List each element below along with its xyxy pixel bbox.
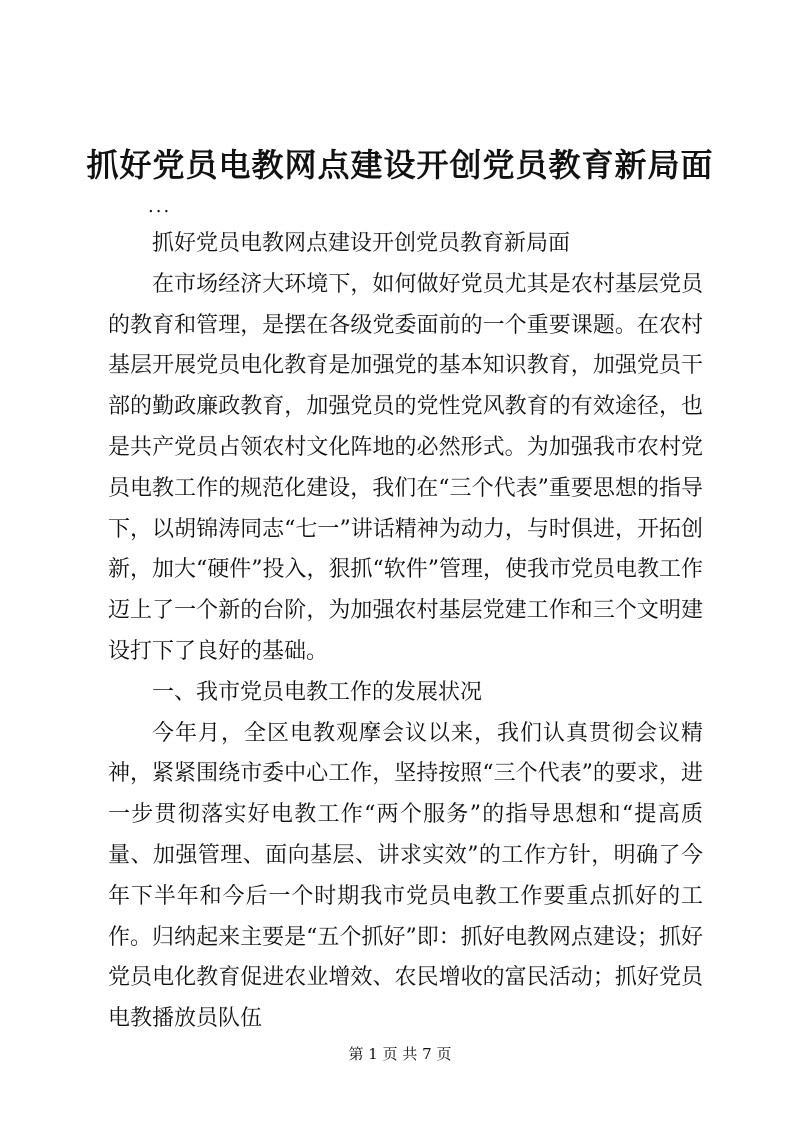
subtitle-paragraph: 抓好党员电教网点建设开创党员教育新局面 [152, 231, 571, 256]
document-body [108, 224, 703, 1040]
body-paragraph: 在市场经济大环境下，如何做好党员尤其是农村基层党员的教育和管理，是摆在各级党委面前的一个重要课题。在农村基层开展党员电化教育是加强党的基本知识教育，加强党员干部的勤政廉政教育，加强党员的党性党风教育的有效途径，也是共产党员占领农村文化阵地的必然形式。为加强我市农村党员电教工作的规范化建设，我们在“三个代表”重要思想的指导下，以胡锦涛同志“七一”讲话精神为动力，与时俱进，开拓创新，加大“硬件”投入，狠抓“软件”管理，使我市党员电教工作迈上了一个新的台阶，为加强农村基层党建工作和三个文明建设打下了良好的基础。 [108, 271, 703, 664]
document-title: 抓好党员电教网点建设开创党员教育新局面 [86, 146, 714, 184]
body-paragraph: 今年月，全区电教观摩会议以来，我们认真贯彻会议精神，紧紧围绕市委中心工作，坚持按照“三个代表”的要求，进一步贯彻落实好电教工作“两个服务”的指导思想和“提高质量、加强管理、面向基层、讲求实效”的工作方针，明确了今年下半年和今后一个时期我市党员电教工作要重点抓好的工作。归纳起来主要是“五个抓好”即：抓好电教网点建设；抓好党员电化教育促进农业增效、农民增收的富民活动；抓好党员电教播放员队伍 [108, 720, 703, 1032]
ellipsis-mark: ... [148, 196, 172, 217]
section-heading: 一、我市党员电教工作的发展状况 [152, 679, 483, 705]
page-number-footer: 第 1 页 共 7 页 [348, 1045, 452, 1063]
